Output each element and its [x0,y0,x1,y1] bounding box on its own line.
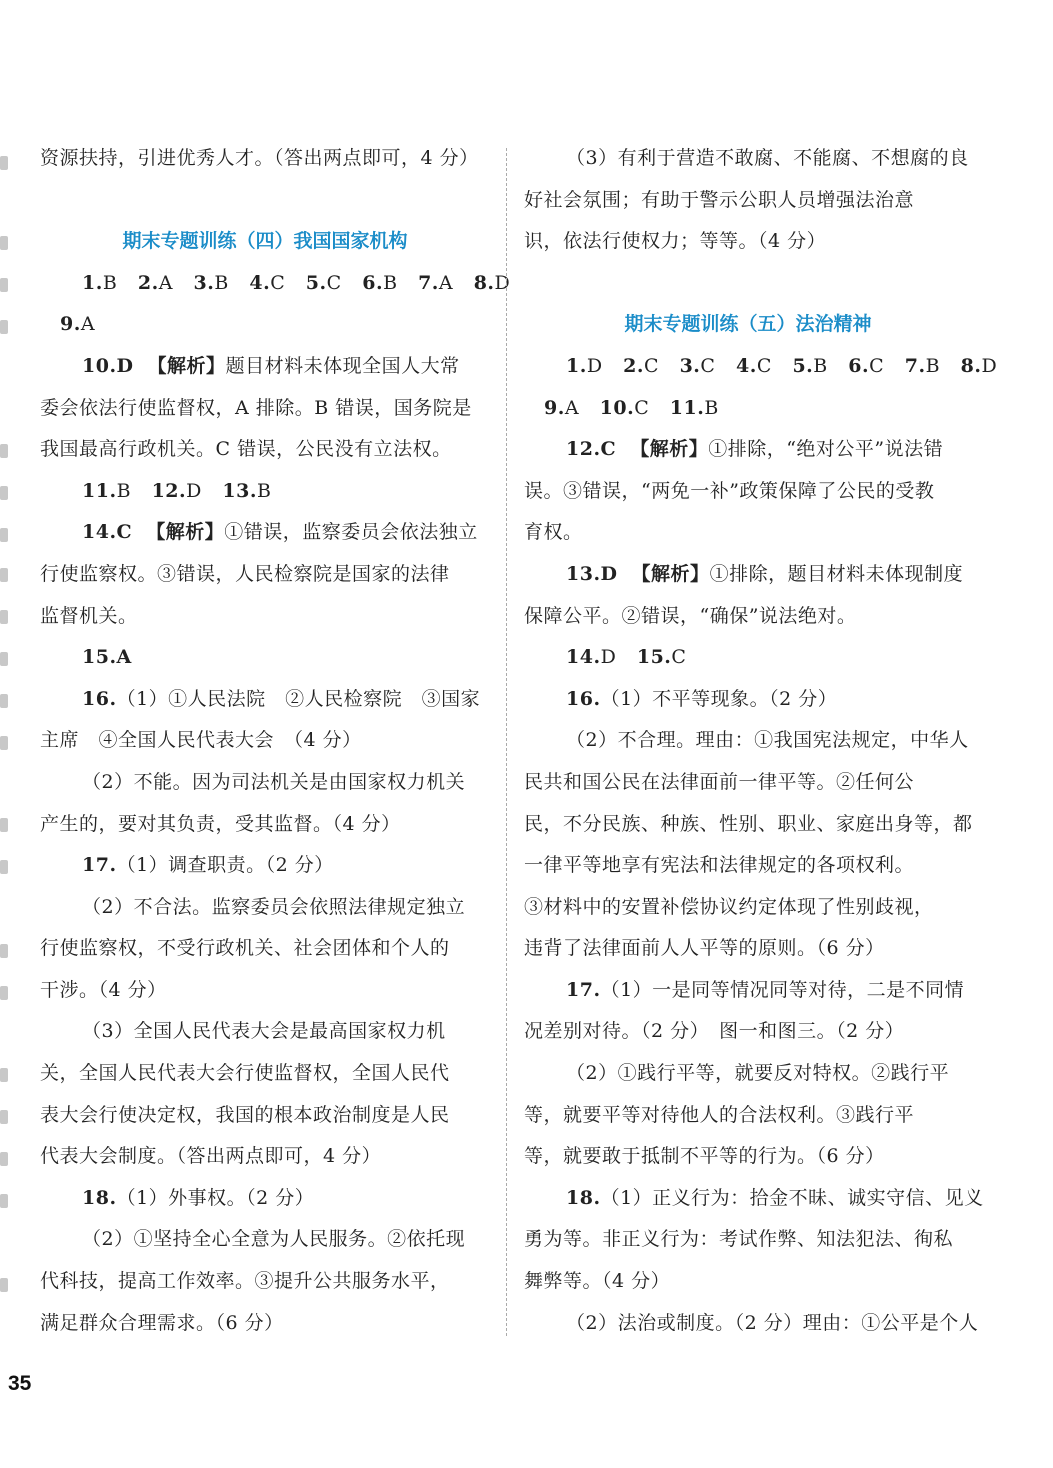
choice-answer: 3.C [679,354,716,377]
answer-q13: 13.D 【解析】①排除，题目材料未体现制度 [566,562,964,585]
text-line: 一律平等地享有宪法和法律规定的各项权利。 [524,854,915,877]
text-line: ③材料中的安置补偿协议约定体现了性别歧视， [524,895,934,918]
choice-answer: 3.B [193,271,229,294]
choice-answers-row [40,471,490,513]
answer-q16: 16.（1）不平等现象。（2 分） [566,687,838,710]
answer-q15: 15.A [82,646,132,669]
text-line: 况差别对待。（2 分） 图一和图三。（2 分） [524,1020,905,1043]
text-line: 主席 ④全国人民代表大会 （4 分） [40,729,362,752]
section-heading: 期末专题训练（四）我国国家机构 [122,230,408,253]
text-line: 舞弊等。（4 分） [524,1270,671,1293]
choice-answer: 8.D [473,271,511,294]
choice-answer: 8.D [960,354,998,377]
choice-answers-row [40,263,511,305]
text-line: 干涉。（4 分） [40,978,167,1001]
choice-answer: 12.D [151,479,202,502]
answer-q17: 17.（1）一是同等情况同等对待，二是不同情 [566,978,965,1001]
answer-q18: 18.（1）正义行为：拾金不昧、诚实守信、见义 [566,1186,984,1209]
choice-answer: 6.C [848,354,885,377]
choice-answer: 14.D [566,646,617,669]
text-line: （2）①坚持全心全意为人民服务。②依托现 [82,1228,466,1251]
text-line: 民共和国公民在法律面前一律平等。②任何公 [524,770,915,793]
choice-answer: 5.B [792,354,828,377]
choice-answer: 15.C [636,646,687,669]
choice-answer: 10.C [599,396,650,419]
text-line: 行使监察权，不受行政机关、社会团体和个人的 [40,937,450,960]
section-heading: 期末专题训练（五）法治精神 [624,313,872,336]
choice-answers-row [40,304,490,346]
answer-q18: 18.（1）外事权。（2 分） [82,1186,315,1209]
choice-answer: 5.C [305,271,342,294]
choice-answer: 2.C [623,354,660,377]
choice-answers-row [524,388,972,430]
text-line: 满足群众合理需求。（6 分） [40,1311,284,1334]
text-line: 好社会氛围；有助于警示公职人员增强法治意 [524,188,915,211]
left-column [40,138,511,1344]
text-line: 监督机关。 [40,604,138,627]
text-line: 勇为等。非正义行为：考试作弊、知法犯法、徇私 [524,1228,954,1251]
answer-q16: 16.（1）①人民法院 ②人民检察院 ③国家 [82,687,481,710]
choice-answer: 9.A [544,396,580,419]
choice-answer: 13.B [222,479,272,502]
choice-answer: 7.B [904,354,941,377]
text-line: （2）①践行平等，就要反对特权。②践行平 [566,1062,950,1085]
choice-answer: 2.A [137,271,173,294]
choice-answer: 7.A [418,271,454,294]
text-line: 资源扶持，引进优秀人才。（答出两点即可，4 分） [40,147,479,169]
text-line: （2）不能。因为司法机关是由国家权力机关 [82,770,466,793]
choice-answer: 4.C [249,271,286,294]
text-line: 识，依法行使权力；等等。（4 分） [524,230,827,253]
choice-answers-row [524,346,998,388]
page-number: 35 [8,1372,32,1395]
text-line: 表大会行使决定权，我国的根本政治制度是人民 [40,1103,450,1126]
text-line: （3）全国人民代表大会是最高国家权力机 [82,1020,446,1043]
choice-answer: 1.D [566,354,603,377]
text-line: 违背了法律面前人人平等的原则。（6 分） [524,937,885,960]
text-line: 代表大会制度。（答出两点即可，4 分） [40,1145,382,1168]
choice-answer: 9.A [60,313,96,336]
left-edge-fragments [0,148,10,1338]
choice-answer: 11.B [82,479,132,502]
text-line: 委会依法行使监督权，A 排除。B 错误，国务院是 [40,396,472,419]
text-line: （2）法治或制度。（2 分）理由：①公平是个人 [566,1311,979,1334]
text-line: （2）不合法。监察委员会依照法律规定独立 [82,895,466,918]
answer-q17: 17.（1）调查职责。（2 分） [82,854,334,877]
choice-answers-row [524,637,972,679]
answer-q12: 12.C 【解析】①排除，“绝对公平”说法错 [566,438,944,461]
text-line: （2）不合理。理由：①我国宪法规定，中华人 [566,729,969,752]
answer-q10: 10.D 【解析】题目材料未体现全国人大常 [82,354,460,377]
text-line: 等，就要敢于抵制不平等的行为。（6 分） [524,1145,885,1168]
spacer [40,180,490,222]
text-line: 育权。 [524,521,583,544]
text-line: 民，不分民族、种族、性别、职业、家庭出身等，都 [524,812,973,835]
text-line: 我国最高行政机关。C 错误，公民没有立法权。 [40,438,452,461]
text-line: 保障公平。②错误，“确保”说法绝对。 [524,604,857,627]
choice-answer: 1.B [82,271,118,294]
text-line: 关，全国人民代表大会行使监督权，全国人民代 [40,1062,450,1085]
right-column [524,138,998,1344]
text-line: （3）有利于营造不敢腐、不能腐、不想腐的良 [566,147,969,169]
choice-answer: 6.B [362,271,398,294]
text-line: 等，就要平等对待他人的合法权利。③践行平 [524,1103,915,1126]
choice-answer: 11.B [669,396,719,419]
choice-answer: 4.C [736,354,772,377]
answer-q14: 14.C 【解析】①错误，监察委员会依法独立 [82,521,478,544]
text-line: 误。③错误，“两免一补”政策保障了公民的受教 [524,479,935,502]
text-line: 产生的，要对其负责，受其监督。（4 分） [40,812,401,835]
spacer [524,263,972,305]
column-divider [506,148,507,1336]
text-line: 代科技，提高工作效率。③提升公共服务水平， [40,1270,450,1293]
text-line: 行使监察权。③错误，人民检察院是国家的法律 [40,562,450,585]
